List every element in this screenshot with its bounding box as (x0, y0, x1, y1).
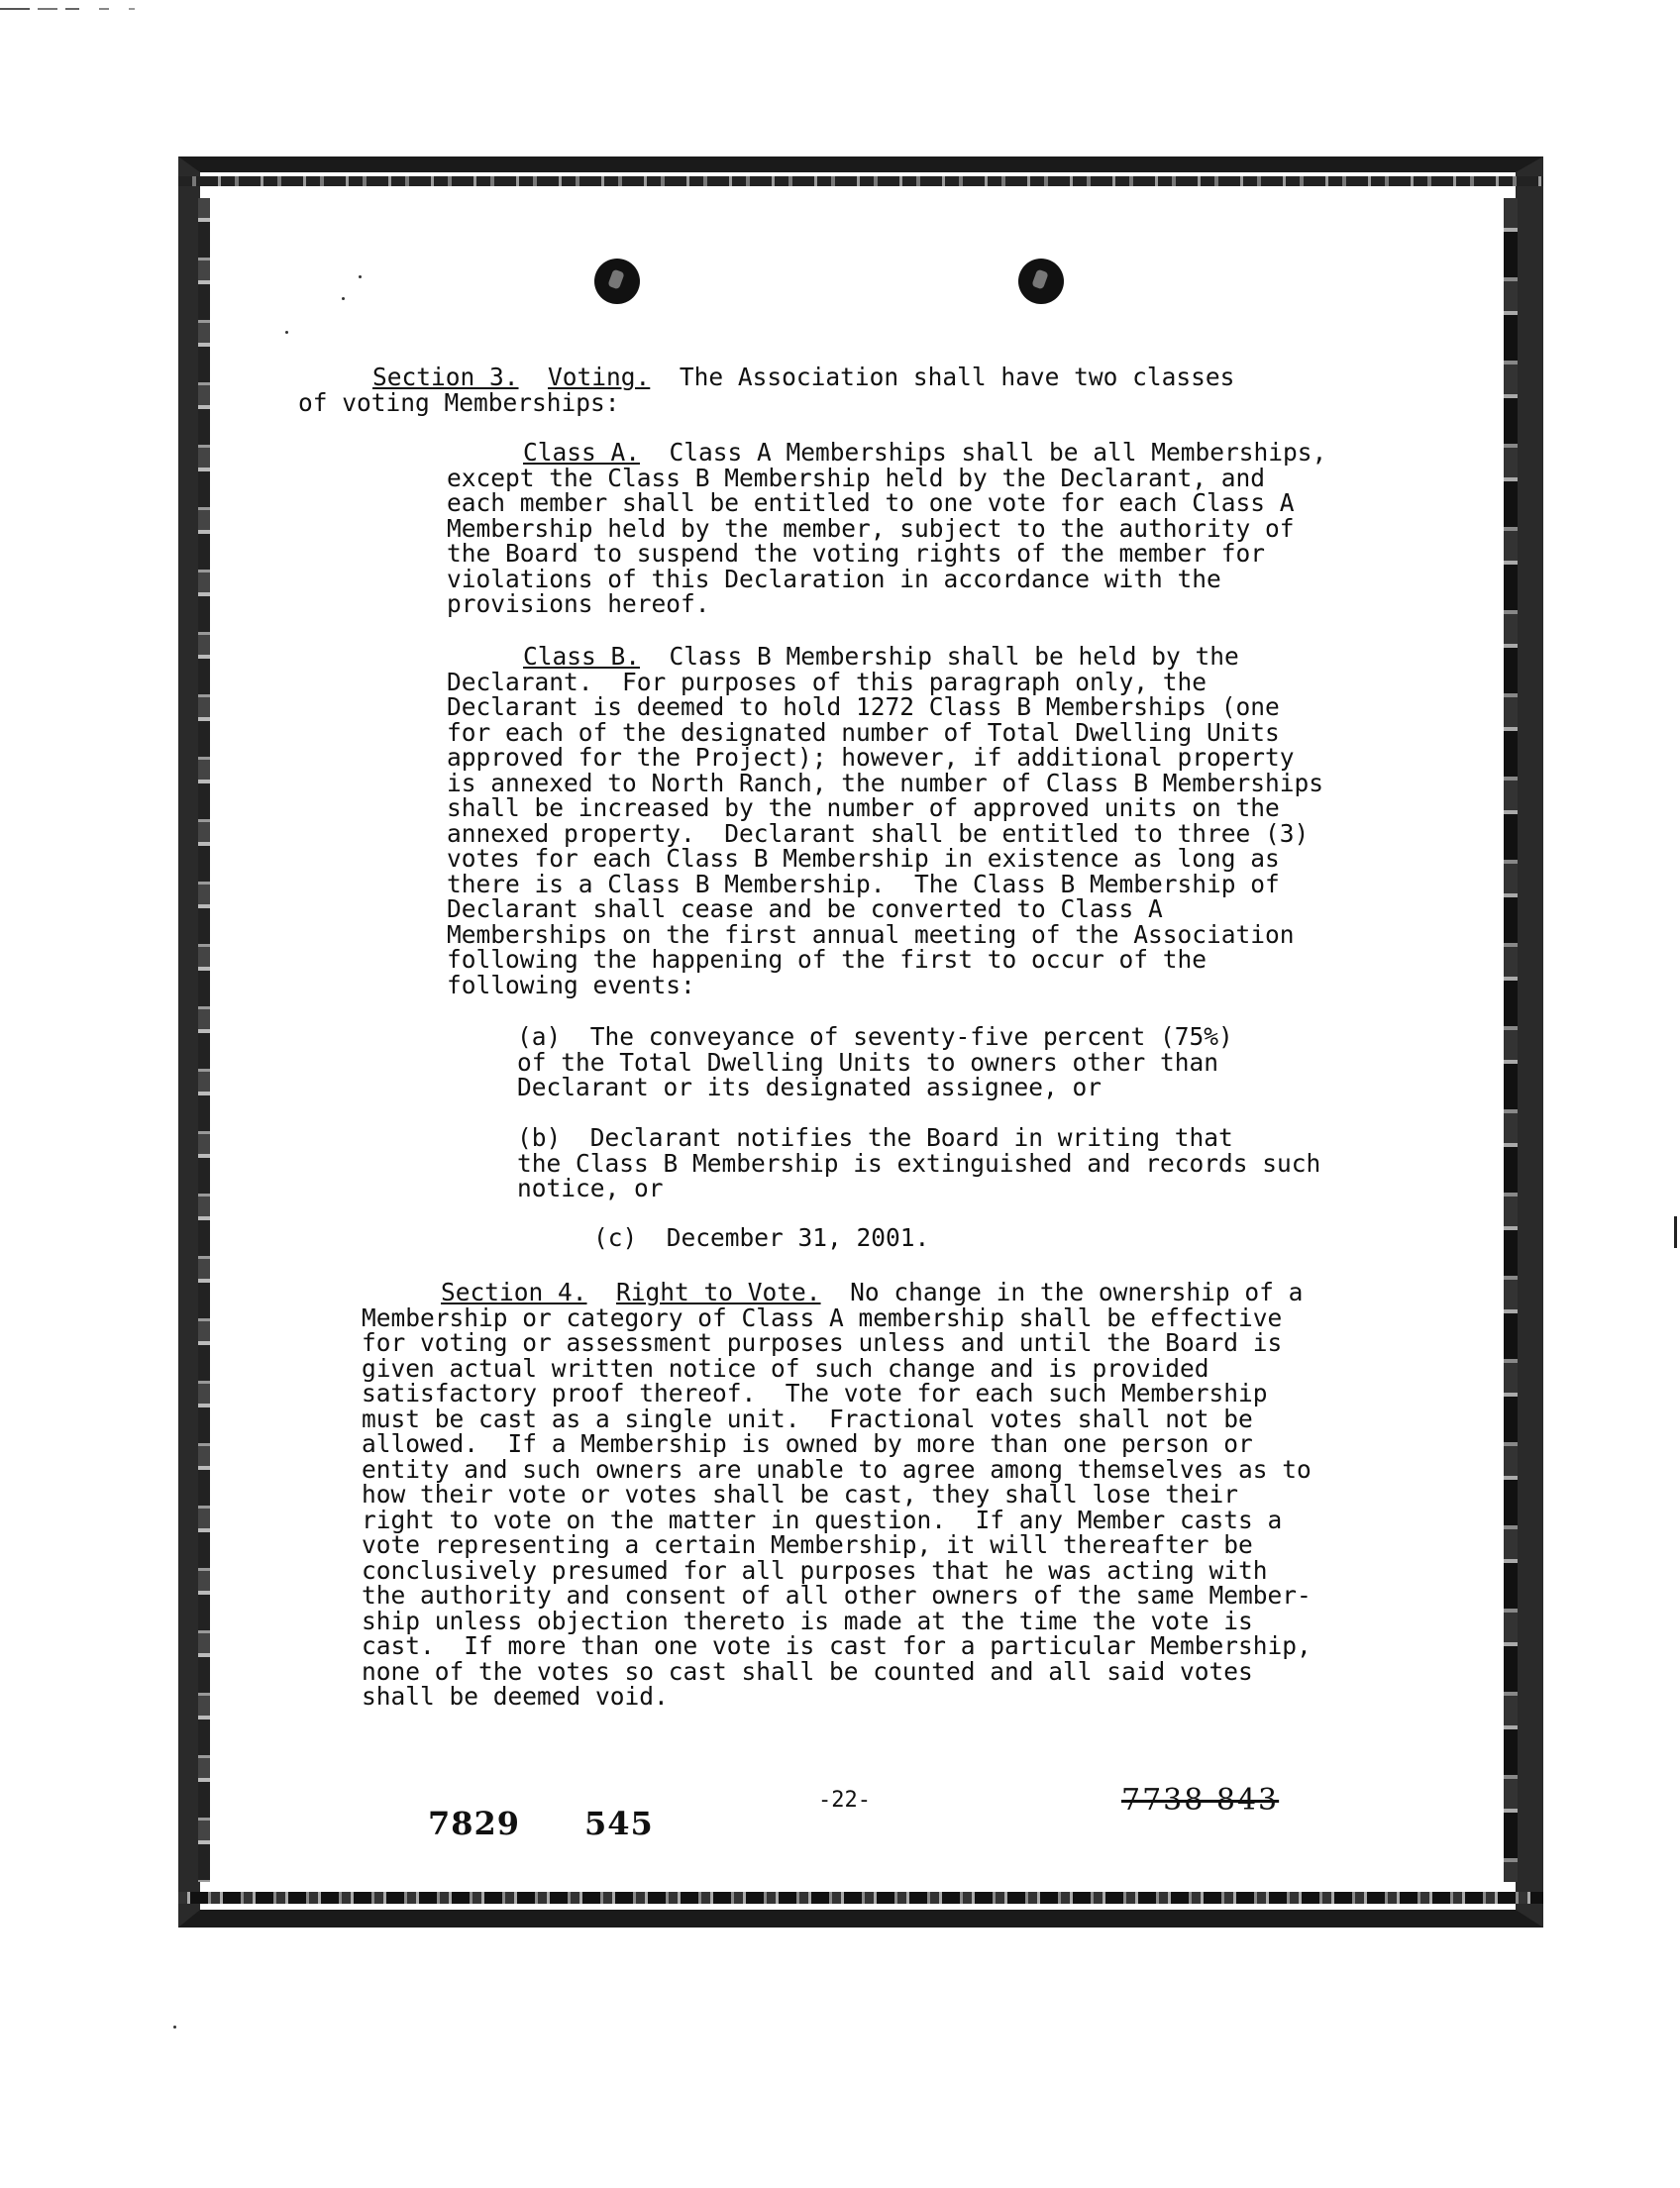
frame-bottom-texture (178, 1892, 1543, 1904)
class-b-line1: Class B Membership shall be held by the (669, 642, 1239, 671)
page-label: -22- (818, 1788, 871, 1813)
scan-speck (285, 331, 288, 334)
section-4-paragraph (362, 1280, 1312, 1710)
punch-hole-left (594, 259, 640, 304)
section-3-title: Voting. (548, 363, 651, 391)
frame-left-texture (198, 198, 210, 1882)
frame-top-texture (178, 176, 1543, 186)
book-page-number: 545 (584, 1805, 654, 1842)
list-item-b: (b) Declarant notifies the Board in writing that the Class B Membership is extinguished and records such notice, or (517, 1123, 1321, 1202)
scan-noise-svg (0, 1, 198, 15)
punch-hole-right (1018, 259, 1064, 304)
list-item-a: (a) The conveyance of seventy-five percent (75%) of the Total Dwelling Units to owners other than Declarant or its designated assignee, or (517, 1022, 1233, 1101)
section-3-intro-line2: of voting Memberships: (298, 387, 620, 417)
book-number: 7829 (428, 1805, 521, 1842)
scan-speck (173, 2026, 176, 2029)
list-item-c: (c) December 31, 2001. (593, 1223, 930, 1252)
scan-edge-mark (1674, 1216, 1677, 1248)
struck-reference-number: 7738 843 (1121, 1783, 1280, 1818)
section-4-body: Membership or category of Class A membership shall be effective for voting or assessment purposes unless and until the Board is given actual written notice of such change and is provided satisfactory proof thereof. The vote for each such Membership must be cast as a single unit. Fractional votes shall not be allowed. If a Membership is owned by more than one person or entity and such owners are unable to agree among themselves as to how their vote or votes shall be cast, they shall lose their right to vote on the matter in question. If any Member casts a vote representing a certain Membership, it will thereafter be conclusively presumed for all purposes that he was acting with the authority and consent of all other owners of the same Member- ship unless objection thereto is made at the time the vote is cast. If more than one vote is cast for a particular Membership, none of the votes so cast shall be counted and all said votes shall be deemed void. (362, 1302, 1312, 1711)
class-a-paragraph (447, 440, 1326, 617)
class-a-label: Class A. (523, 438, 641, 467)
scan-speck (359, 275, 362, 278)
frame-right-texture (1504, 198, 1518, 1882)
scan-speck (342, 297, 345, 300)
class-a-body: except the Class B Membership held by the Declarant, and each member shall be entitled to one vote for each Class A Membership held by the member, subject to the authority of the Board to suspend the voting rights of the member for violations of this Declaration in accordance with the provisions hereof. (447, 463, 1295, 618)
scan-noise-top (0, 0, 198, 14)
class-b-body: Declarant. For purposes of this paragraph only, the Declarant is deemed to hold 1272 Class B Memberships (one for each of the designated number of Total Dwelling Units approved for the Project); however, if additional property is annexed to North Ranch, the number of Class B Memberships shall be increased by the number of approved units on the annexed property. Declarant shall be entitled to three (3) votes for each Class B Membership in existence as long as there is a Class B Membership. The Class B Membership of Declarant shall cease and be converted to Class A Memberships on the first annual meeting of the Association following the happening of the first to occur of the following events: (447, 667, 1324, 999)
section-4-title: Right to Vote. (616, 1278, 821, 1306)
class-b-label: Class B. (523, 642, 641, 671)
class-b-paragraph (447, 644, 1323, 997)
class-a-line1: Class A Memberships shall be all Memberships, (669, 438, 1327, 467)
section-3-intro-line1: The Association shall have two classes (679, 363, 1235, 391)
section-4-line1: No change in the ownership of a (850, 1278, 1304, 1306)
section-3-number: Section 3. (372, 363, 519, 391)
section-4-number: Section 4. (441, 1278, 587, 1306)
section-3-paragraph (298, 363, 1235, 417)
